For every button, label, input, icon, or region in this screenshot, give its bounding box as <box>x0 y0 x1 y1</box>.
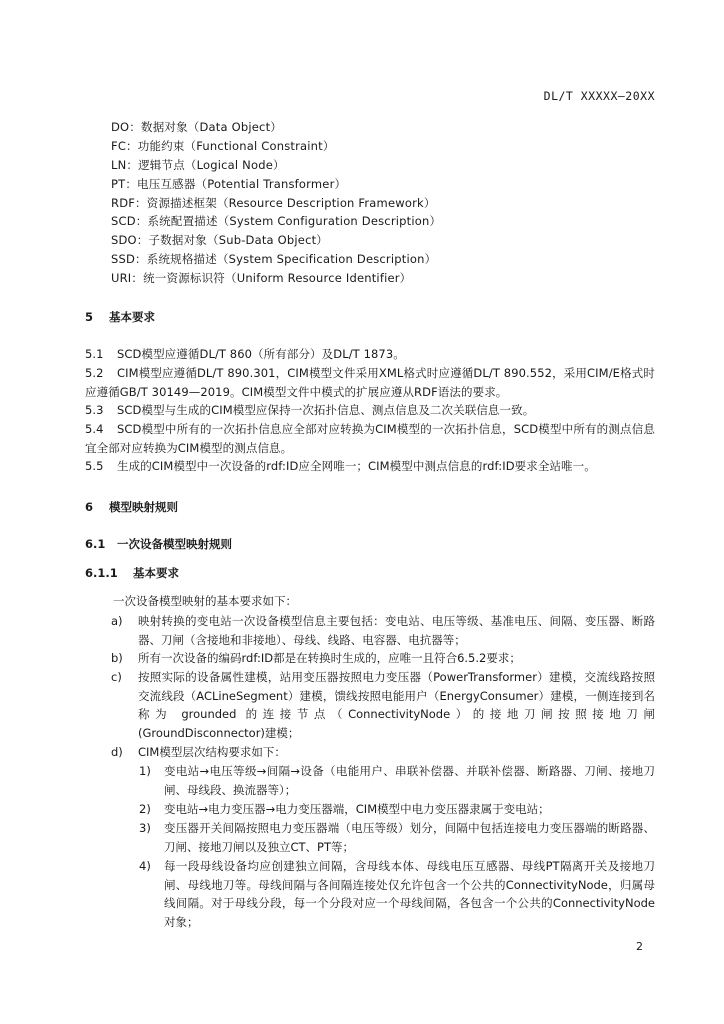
sublist-item-4 <box>85 857 655 931</box>
sublist-marker: 2) <box>139 802 151 816</box>
clause-5-1 <box>85 345 655 364</box>
clause-5-3 <box>85 401 655 420</box>
sublist-marker: 3) <box>139 821 151 835</box>
sublist-item-text: 每一段母线设备均应创建独立间隔，含母线本体、母线电压互感器、母线PT隔离开关及接地刀闸、母线地刀等。母线间隔与各间隔连接处仅允许包含一个公共的ConnectivityNode，归属母线间隔。对于母线分段，每一个分段对应一个母线间隔，各包含一个公共的ConnectivityNode对象； <box>164 859 655 929</box>
section-6-heading <box>85 499 178 515</box>
abbreviation-item: LN：逻辑节点（Logical Node） <box>111 157 285 172</box>
list-marker: b) <box>111 651 123 665</box>
sublist-item-text: 变电站→电压等级→间隔→设备（电能用户、串联补偿器、并联补偿器、断路器、刀闸、接地刀闸、母线段、换流器等）； <box>164 764 655 797</box>
list-item-a <box>85 612 655 649</box>
section-title: 基本要求 <box>109 310 156 324</box>
clause-number: 5.5 <box>85 459 104 473</box>
sublist-marker: 4) <box>139 859 151 873</box>
abbreviation-list <box>111 118 441 288</box>
abbreviation-item: FC：功能约束（Functional Constraint） <box>111 138 335 153</box>
list-marker: a) <box>111 614 123 628</box>
list-marker: d) <box>111 745 123 759</box>
clause-5-2 <box>85 364 655 401</box>
abbreviation-item: SDO：子数据对象（Sub-Data Object） <box>111 233 329 248</box>
clause-text: SCD模型与生成的CIM模型应保持一次拓扑信息、测点信息及二次关联信息一致。 <box>117 403 535 417</box>
section-number: 6 <box>85 500 94 514</box>
sublist-item-3 <box>85 819 655 856</box>
subsection-number: 6.1.1 <box>85 566 118 580</box>
intro-text: 一次设备模型映射的基本要求如下： <box>113 594 297 608</box>
section-number: 5 <box>85 310 94 324</box>
clause-text: SCD模型应遵循DL/T 860（所有部分）及DL/T 1873。 <box>117 347 405 361</box>
clause-5-5 <box>85 457 655 476</box>
sublist-item-text: 变压器开关间隔按照电力变压器端（电压等级）划分，间隔中包括连接电力变压器端的断路器、刀闸、接地刀闸以及独立CT、PT等； <box>164 821 655 854</box>
clause-5-4 <box>85 420 655 457</box>
abbreviation-item: DO：数据对象（Data Object） <box>111 120 282 134</box>
section-title: 模型映射规则 <box>109 500 179 514</box>
list-item-b <box>85 649 655 668</box>
subsection-6-1-heading <box>85 536 232 552</box>
subsection-title: 一次设备模型映射规则 <box>117 537 233 551</box>
abbreviation-item: PT：电压互感器（Potential Transformer） <box>111 176 347 191</box>
abbreviation-item: SCD：系统配置描述（System Configuration Description） <box>111 214 442 229</box>
abbreviation-item: SSD：系统规格描述（System Specification Description） <box>111 252 437 267</box>
list-item-d <box>85 743 655 762</box>
clause-number: 5.1 <box>85 347 104 361</box>
list-item-text: 所有一次设备的编码rdf:ID都是在转换时生成的，应唯一且符合6.5.2要求； <box>138 651 521 665</box>
list-marker: c) <box>111 670 122 684</box>
list-item-text: 按照实际的设备属性建模，站用变压器按照电力变压器（PowerTransformer）建模，交流线路按照交流线段（ACLineSegment）建模，馈线按照电能用户（EnergyConsumer）建模，一侧连接到名称为 grounded 的连接节点（ConnectivityNode）的接地刀闸按照接地刀闸(GroundDisconnector)建模； <box>138 670 655 740</box>
abbreviation-item: URI：统一资源标识符（Uniform Resource Identifier） <box>111 271 412 286</box>
subsection-title: 基本要求 <box>133 566 180 580</box>
standard-code: DL/T XXXXX—20XX <box>543 89 655 103</box>
clause-text: SCD模型中所有的一次拓扑信息应全部对应转换为CIM模型的一次拓扑信息，SCD模型中所有的测点信息宜全部对应转换为CIM模型的测点信息。 <box>85 422 655 455</box>
sublist-item-2 <box>85 800 655 819</box>
section-5-heading <box>85 309 155 325</box>
sublist-marker: 1) <box>139 764 151 778</box>
list-item-text: CIM模型层次结构要求如下： <box>138 745 286 759</box>
list-item-c <box>85 668 655 742</box>
clause-text: 生成的CIM模型中一次设备的rdf:ID应全网唯一；CIM模型中测点信息的rdf:ID要求全站唯一。 <box>117 459 596 473</box>
sublist-item-1 <box>85 762 655 799</box>
clause-number: 5.4 <box>85 422 104 436</box>
abbreviation-item: RDF：资源描述框架（Resource Description Framework） <box>111 195 436 210</box>
clause-number: 5.2 <box>85 366 104 380</box>
page-number: 2 <box>636 940 643 953</box>
sublist-item-text: 变电站→电力变压器→电力变压器端，CIM模型中电力变压器隶属于变电站； <box>164 802 550 816</box>
clause-text: CIM模型应遵循DL/T 890.301，CIM模型文件采用XML格式时应遵循DL/T 890.552，采用CIM/E格式时应遵循GB/T 30149—2019。CIM模型文件中模式的扩展应遵从RDF语法的要求。 <box>85 366 655 399</box>
clause-number: 5.3 <box>85 403 104 417</box>
subsection-number: 6.1 <box>85 537 106 551</box>
subsection-6-1-1-heading <box>85 565 179 581</box>
list-item-text: 映射转换的变电站一次设备模型信息主要包括：变电站、电压等级、基准电压、间隔、变压器、断路器、刀闸（含接地和非接地）、母线、线路、电容器、电抗器等； <box>138 614 655 647</box>
